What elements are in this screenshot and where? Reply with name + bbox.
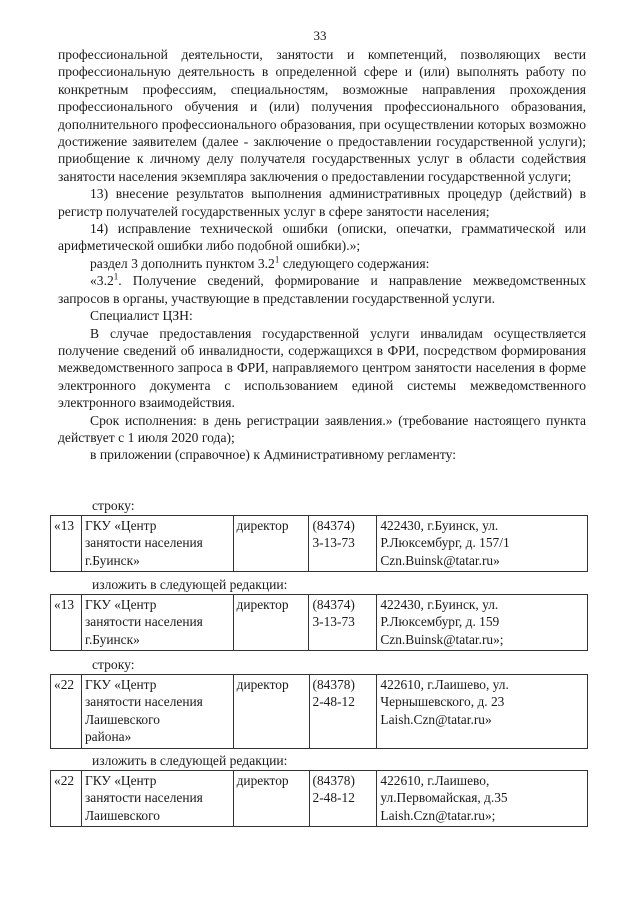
paragraph: в приложении (справочное) к Административному регламенту: <box>90 447 456 463</box>
address: 422430, г.Буинск, ул. Р.Люксембург, д. 159 Czn.Buinsk@tatar.ru»; <box>377 595 588 651</box>
body-text <box>58 46 586 464</box>
position: директор <box>233 675 309 749</box>
table-row <box>51 675 588 749</box>
position: директор <box>233 516 309 572</box>
paragraph: профессиональной деятельности, занятости и компетенций, позволяющих вести профессиональную деятельность в определенной сфере и (или) выполнять работу по конкретным профессиям, специальностям, возможные направления прохождения профессионального обучения и (или) получения профессионального образования, дополнительного профессионального образования, при осуществлении которых возможно достижение заявителем (далее - заключение о предоставлении государственной услуги); приобщение к личному делу получателя государственных услуг в области содействия занятости населения экземпляра заключения о предоставлении государственной услуги; <box>58 47 586 184</box>
phone: (84378) 2-48-12 <box>309 675 377 749</box>
paragraph: 13) внесение результатов выполнения административных процедур (действий) в регистр получателей государственных услуг в сфере занятости населения; <box>58 186 586 219</box>
table-row <box>51 595 588 651</box>
table-row <box>51 771 588 827</box>
paragraph: Специалист ЦЗН: <box>90 308 193 324</box>
row-number: «13 <box>51 595 82 651</box>
address: 422610, г.Лаишево, ул.Первомайская, д.35 Laish.Czn@tatar.ru»; <box>377 771 588 827</box>
instruction-label: изложить в следующей редакции: <box>92 753 288 768</box>
row-number: «13 <box>51 516 82 572</box>
paragraph: раздел 3 дополнить пунктом $3.2^1$ следующего содержания: <box>90 254 430 271</box>
phone: (84378) 2-48-12 <box>309 771 377 827</box>
paragraph: В случае предоставления государственной услуги инвалидам осуществляется получение сведений об инвалидности, содержащихся в ФРИ, посредством формирования межведомственного запроса в ФРИ, направляемого центром занятости населения в форме электронного документа с использованием единой системы межведомственного электронного взаимодействия. <box>58 325 586 411</box>
contact-table <box>50 770 588 827</box>
row-number: «22 <box>51 771 82 827</box>
address: 422430, г.Буинск, ул. Р.Люксембург, д. 157/1 Czn.Buinsk@tatar.ru» <box>377 516 588 572</box>
instruction-label: строку: <box>92 657 135 672</box>
table-row <box>51 516 588 572</box>
instruction-label: строку: <box>92 498 135 513</box>
paragraph: 14) исправление технической ошибки (описки, опечатки, грамматической или арифметической ошибки либо подобной ошибки).»; <box>58 221 586 254</box>
phone: (84374) 3-13-73 <box>309 516 377 572</box>
org-name: ГКУ «Центр занятости населения Лаишевского <box>81 771 233 827</box>
org-name: ГКУ «Центр занятости населения г.Буинск» <box>81 595 233 651</box>
position: директор <box>233 595 309 651</box>
contact-table <box>50 674 588 749</box>
row-number: «22 <box>51 675 82 749</box>
paragraph: «$3.2^1$. Получение сведений, формирование и направление межведомственных запросов в органы, участвующие в представлении государственной услуги. <box>58 271 586 306</box>
page-number: 33 <box>313 28 327 43</box>
contact-table <box>50 515 588 572</box>
paragraph: Срок исполнения: в день регистрации заявления.» (требование настоящего пункта действует с 1 июля 2020 года); <box>58 412 586 445</box>
org-name: ГКУ «Центр занятости населения Лаишевского района» <box>81 675 233 749</box>
address: 422610, г.Лаишево, ул. Чернышевского, д. 23 Laish.Czn@tatar.ru» <box>377 675 588 749</box>
org-name: ГКУ «Центр занятости населения г.Буинск» <box>81 516 233 572</box>
contact-table <box>50 594 588 651</box>
instruction-label: изложить в следующей редакции: <box>92 577 288 592</box>
phone: (84374) 3-13-73 <box>309 595 377 651</box>
position: директор <box>233 771 309 827</box>
